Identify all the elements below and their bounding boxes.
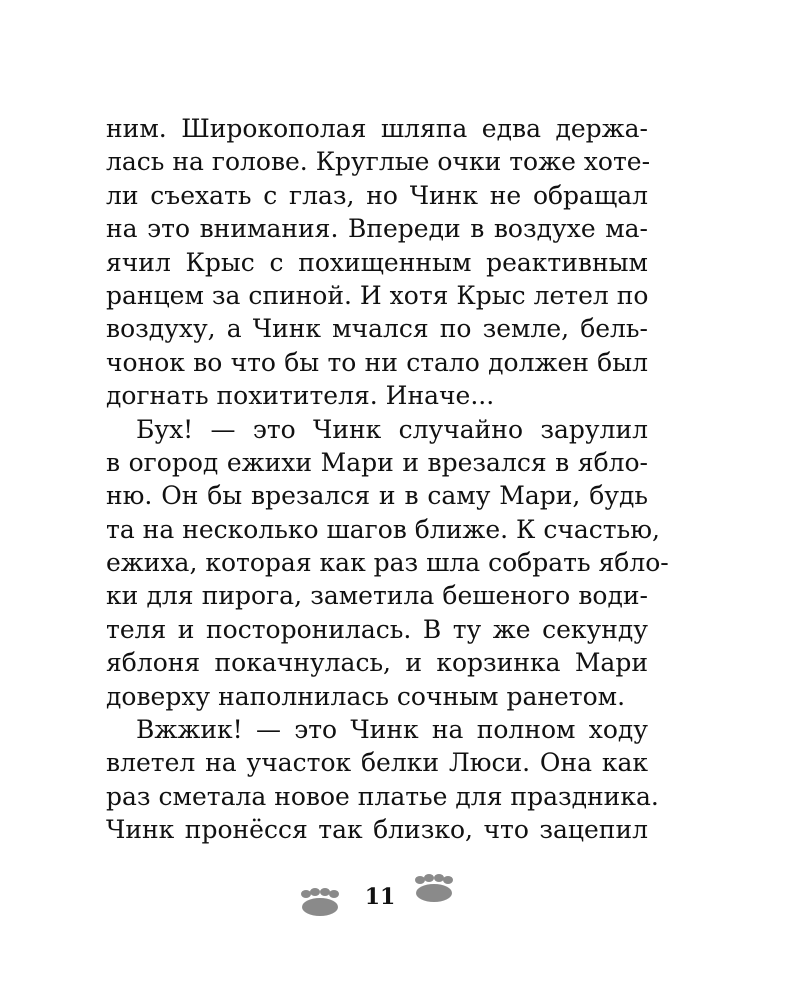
text-line: Чинк пронёсся так близко, что зацепил xyxy=(106,815,648,845)
text-line: влетел на участок белки Люси. Она как xyxy=(106,748,648,778)
text-line: ранцем за спиной. И хотя Крыс летел по xyxy=(106,280,649,310)
text-line: ячил Крыс с похищенным реактивным xyxy=(106,247,648,277)
text-line: ню. Он бы врезался и в саму Мари, будь xyxy=(106,481,648,511)
text-line: яблоня покачнулась, и корзинка Мари xyxy=(106,648,648,678)
text-line: Бух! — это Чинк случайно зарулил xyxy=(136,414,648,444)
text-line: та на несколько шагов ближе. К счастью, xyxy=(106,514,660,544)
text-line: ним. Широкополая шляпа едва держа- xyxy=(106,114,648,143)
text-line: теля и посторонилась. В ту же секунду xyxy=(106,614,648,644)
text-line: ежиха, которая как раз шла собрать ябло- xyxy=(106,548,669,578)
page-number: 11 xyxy=(364,884,396,910)
text-line: ли съехать с глаз, но Чинк не обращал xyxy=(106,180,648,210)
text-line: Вжжик! — это Чинк на полном ходу xyxy=(136,715,648,745)
paw-print-icon xyxy=(412,874,456,908)
text-line: догнать похитителя. Иначе... xyxy=(106,381,495,411)
text-line: чонок во что бы то ни стало должен был xyxy=(106,347,648,377)
text-line: доверху наполнилась сочным ранетом. xyxy=(106,681,626,711)
text-line: воздуху, а Чинк мчался по земле, бель- xyxy=(106,314,648,344)
page-footer xyxy=(0,872,800,932)
text-line: лась на голове. Круглые очки тоже хоте- xyxy=(106,147,651,177)
text-line: в огород ежихи Мари и врезался в ябло- xyxy=(106,447,648,477)
paragraph-1 xyxy=(106,112,651,413)
body-text xyxy=(106,112,669,847)
paragraph-3 xyxy=(106,713,659,847)
text-line: на это внимания. Впереди в воздухе ма- xyxy=(106,214,648,244)
text-line: раз сметала новое платье для праздника. xyxy=(106,781,659,811)
paw-print-icon xyxy=(298,888,342,922)
text-line: ки для пирога, заметила бешеного води- xyxy=(106,581,648,611)
paragraph-2 xyxy=(106,413,669,714)
